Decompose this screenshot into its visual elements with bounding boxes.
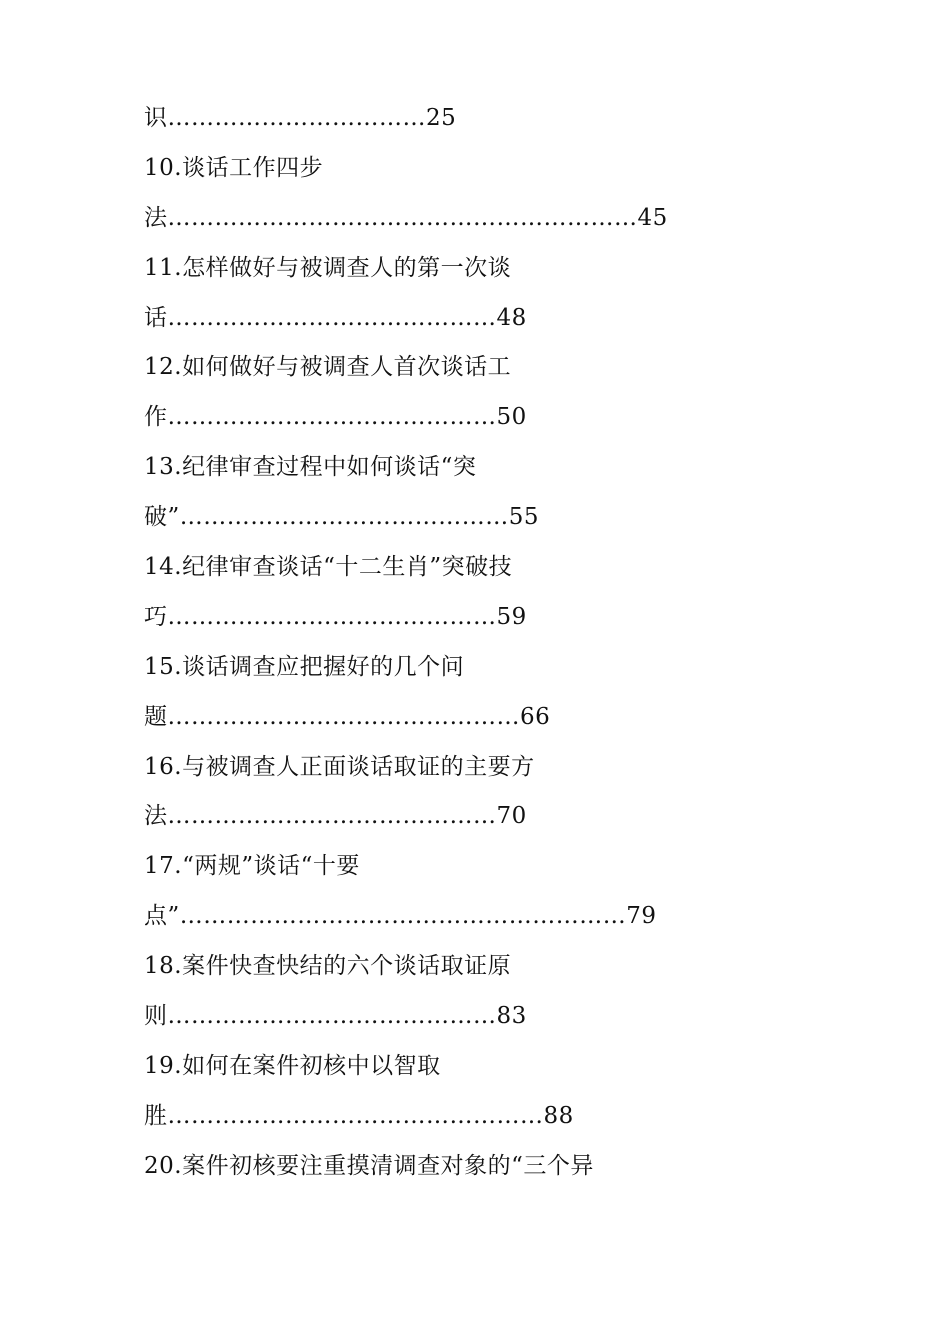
toc-line: 话……………………………………48 (144, 304, 527, 331)
toc-line: 10.谈话工作四步 (144, 154, 324, 181)
toc-line: 题………………………………………66 (144, 703, 551, 730)
toc-line: 胜…………………………………………88 (144, 1102, 574, 1129)
toc-line: 则……………………………………83 (144, 1003, 527, 1030)
toc-line: 17.“两规”谈话“十要 (144, 853, 360, 880)
toc-line: 破”……………………………………55 (144, 504, 540, 531)
toc-line: 15.谈话调查应把握好的几个问 (144, 653, 465, 680)
toc-line: 法……………………………………70 (144, 803, 527, 830)
toc-line: 16.与被调查人正面谈话取证的主要方 (144, 753, 535, 780)
toc-line: 作……………………………………50 (144, 404, 527, 431)
table-of-contents (144, 94, 844, 1192)
toc-line: 法……………………………………………………45 (144, 204, 668, 231)
toc-line: 识……………………………25 (144, 105, 457, 131)
toc-line: 12.如何做好与被调查人首次谈话工 (144, 354, 512, 381)
toc-line: 20.案件初核要注重摸清调查对象的“三个异 (144, 1152, 594, 1179)
toc-line: 点”…………………………………………………79 (144, 903, 657, 930)
toc-line: 11.怎样做好与被调查人的第一次谈 (144, 254, 512, 281)
toc-line: 13.纪律审查过程中如何谈话“突 (144, 454, 477, 481)
toc-line: 巧……………………………………59 (144, 603, 527, 630)
toc-line: 14.纪律审查谈话“十二生肖”突破技 (144, 554, 513, 581)
toc-line: 19.如何在案件初核中以智取 (144, 1052, 441, 1079)
toc-line: 18.案件快查快结的六个谈话取证原 (144, 953, 512, 980)
